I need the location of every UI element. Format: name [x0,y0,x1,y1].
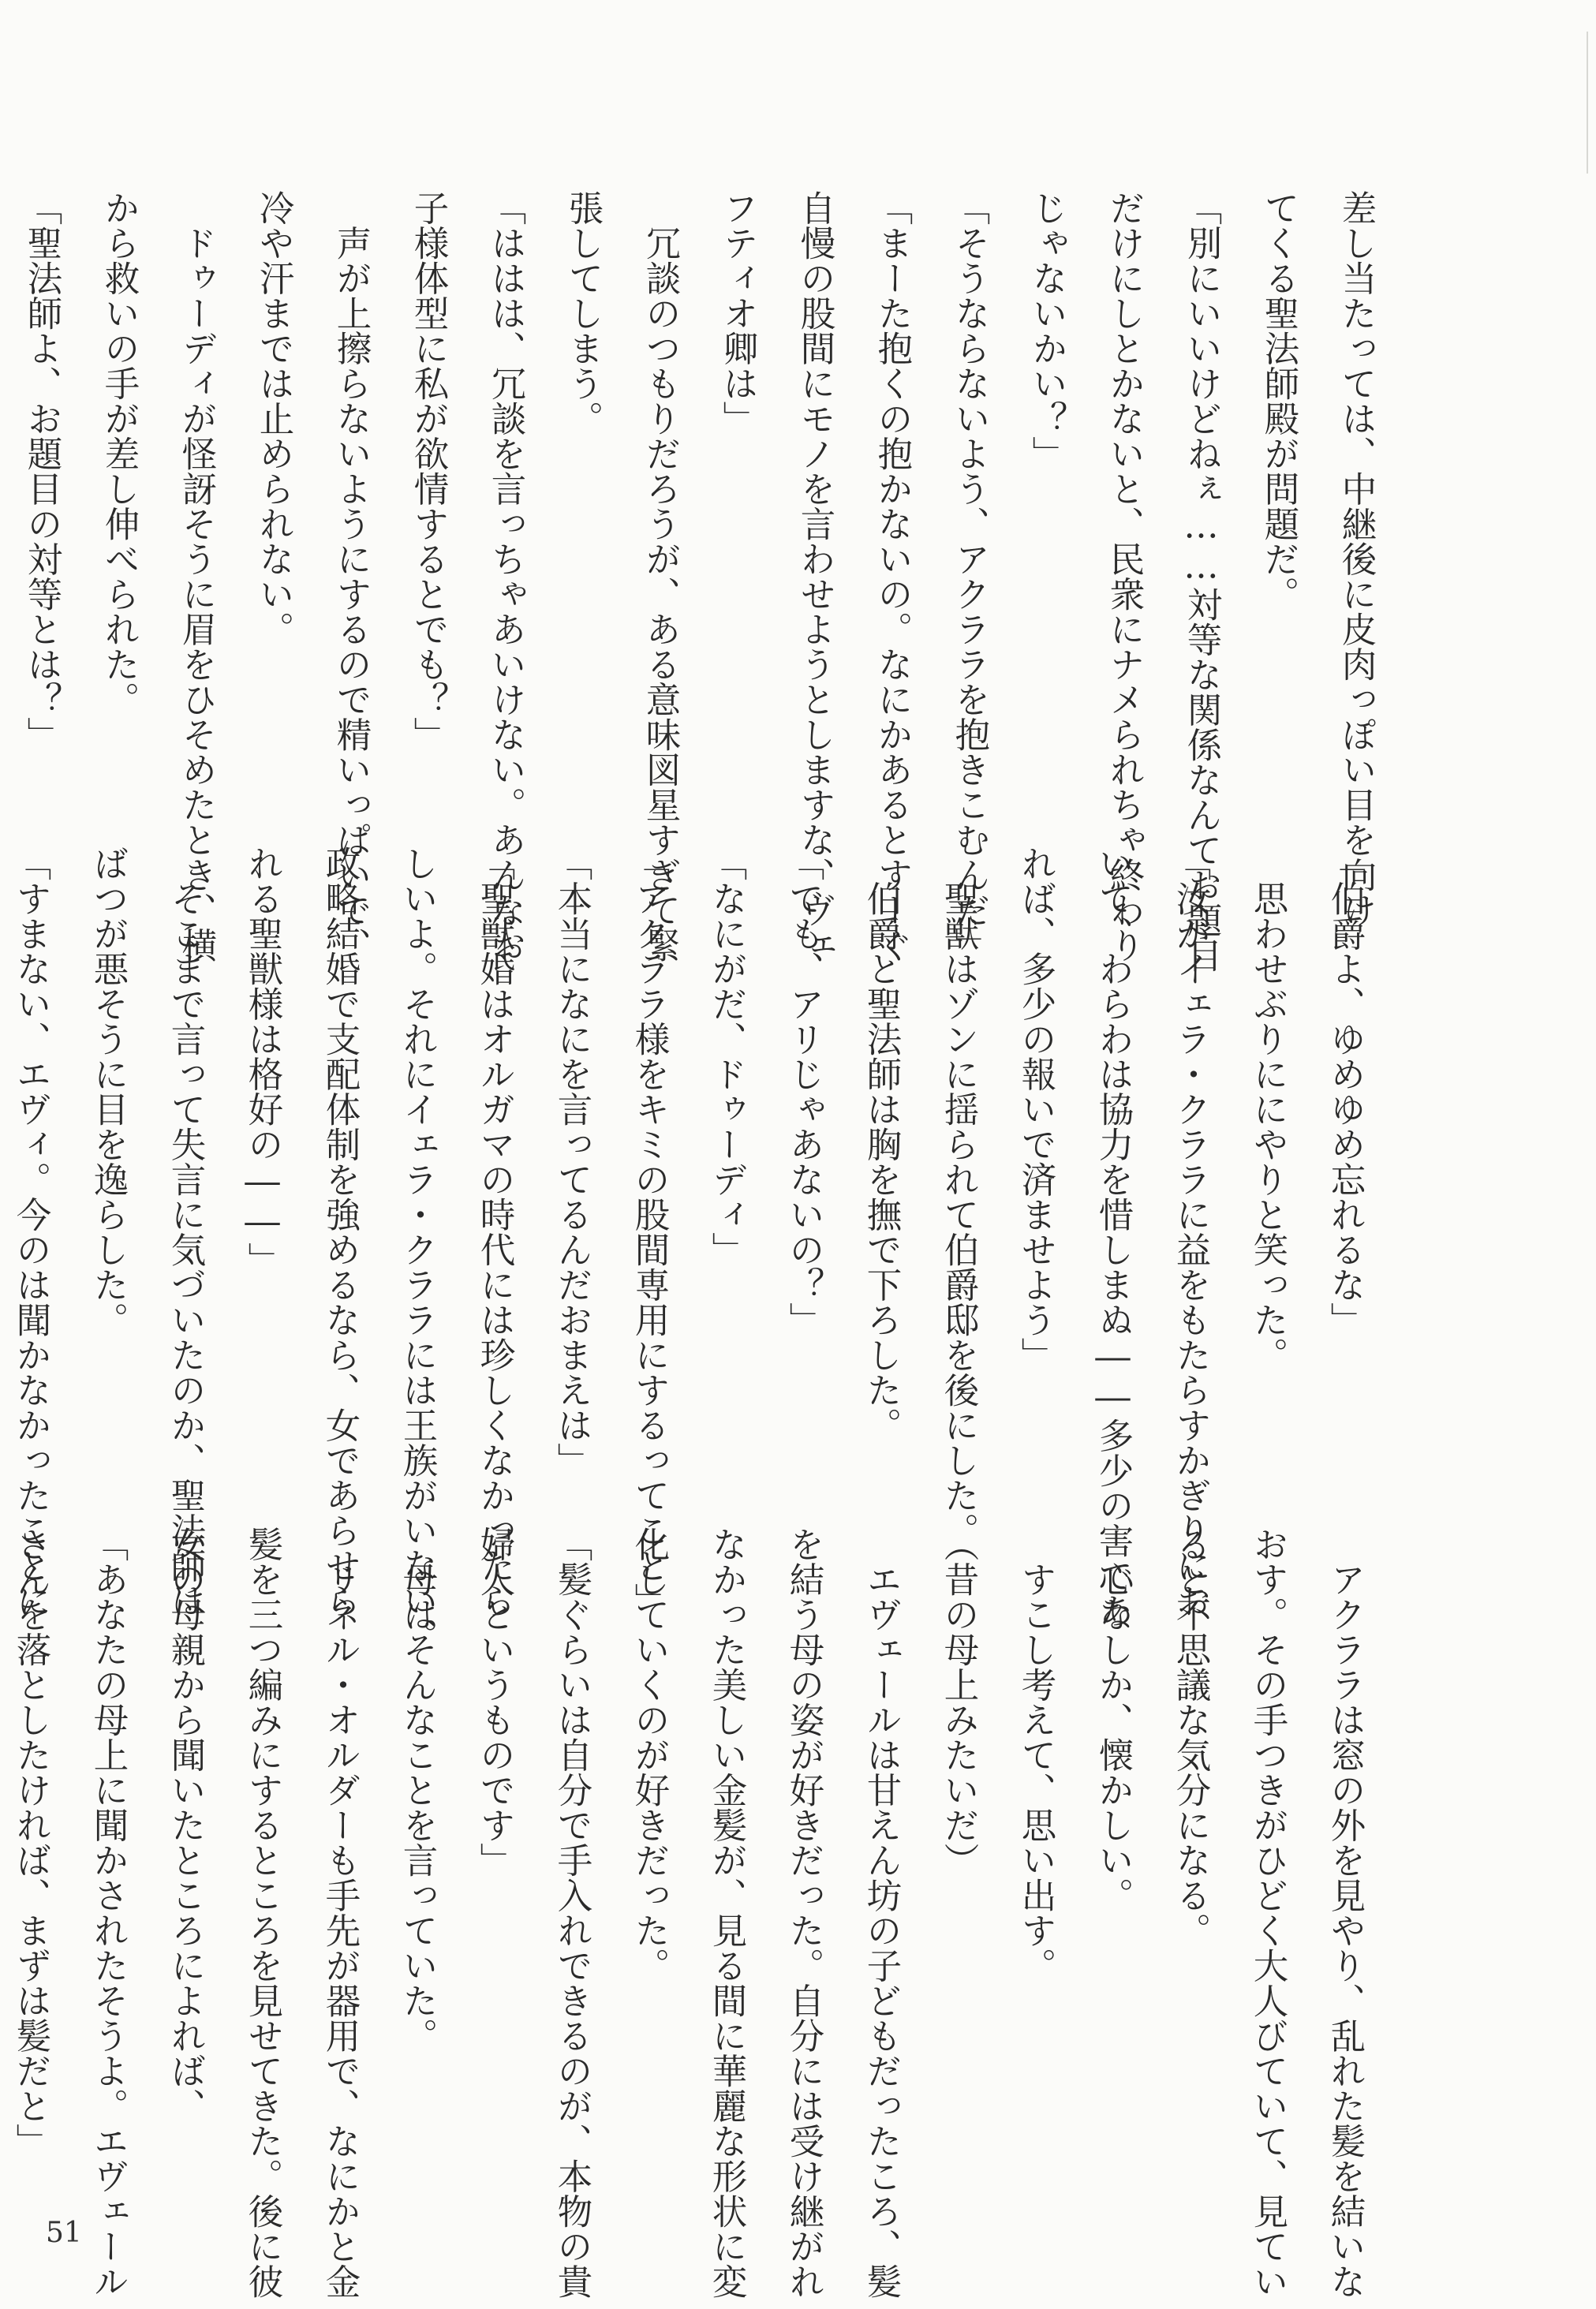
text-line: 差し当たっては、中継後に皮肉っぽい目を向け [1336,190,1376,928]
text-line: 「汝がイェラ・クララに益をもたらすかぎりにお [1170,846,1210,1618]
text-line: 「ははは、冗談を言っちゃあいけない。あんなお [485,190,525,962]
text-line: れる聖獣様は格好の――」 [242,846,282,1277]
text-line: 「なにがだ、ドゥーディ」 [706,846,746,1267]
text-line: 思わせぶりににやりと笑った。 [1247,846,1288,1373]
text-line: しいよ。それにイェラ・クララには王族がいない。 [397,846,437,1653]
text-line: 「別にいいけどねぇ……対等な関係なんてお題目 [1181,190,1221,973]
text-line: 「アクララ様をキミの股間専用にするってこと」 [629,846,669,1618]
text-line: 「すまない、エヴィ。今のは聞かなかったことに [10,846,50,1618]
text-line: 聖獣はゾンに揺られて伯爵邸を後にした。 [938,846,978,1548]
text-line: 「伯爵よ、ゆめゆめ忘れるな」 [1325,846,1365,1337]
text-line: そこまで言って失言に気づいたのか、聖法師は [165,846,205,1618]
text-line: 化していくのが好きだった。 [629,1526,669,1983]
text-line: 張してしまう。 [563,190,603,436]
text-line: 「そうならないよう、アクララを抱きこむんだ」 [949,190,989,962]
text-line: 「あなたの母上に聞かされたそうよ。エヴェール [88,1526,128,2299]
text-line: リネル・オルダーも手先が器用で、なにかと金 [320,1526,360,2299]
text-line: おす。その手つきがひどく大人びていて、見てい [1247,1526,1288,2299]
text-line: さんを落としたければ、まずは髪だと」 [10,1526,50,2158]
text-line: 子様体型に私が欲情するとでも？」 [408,190,448,752]
text-line: から救いの手が差し伸べられた。 [99,190,139,717]
text-line: なかった美しい金髪が、見る間に華麗な形状に変 [706,1526,746,2299]
text-line: 声が上擦らないようにするので精いっぱいで、 [331,190,371,962]
text-line: てくる聖法師殿が問題だ。 [1258,190,1299,611]
text-line: 母はそんなことを言っていた。 [397,1526,437,2053]
text-line: いて、わらわは協力を惜しまぬ――多少の害であ [1093,846,1133,1628]
text-line: じゃないかい？」 [1026,190,1067,471]
text-line: を結う母の姿が好きだった。自分には受け継がれ [783,1526,824,2299]
text-line: 心なしか、懐かしい。 [1093,1526,1133,1913]
text-line: すこし考えて、思い出す。 [1015,1526,1056,1983]
text-line: 「まーた抱くの抱かないの。なにかあるとすーぐ [872,190,912,962]
text-line: 自慢の股間にモノを言わせようとしますな、ヴェ [794,190,835,962]
text-line: 政略結婚で支配体制を強めるなら、女であらせら [320,846,360,1618]
text-line: 伯爵と聖法師は胸を撫で下ろした。 [861,846,901,1443]
text-line: ると不思議な気分になる。 [1170,1526,1210,1948]
text-line: 髪を三つ編みにするところを見せてきた。後に彼 [242,1526,282,2299]
text-line: 「聖獣婚はオルガマの時代には珍しくなかったら [474,846,514,1618]
text-line: 冗談のつもりだろうが、ある意味図星すぎて緊 [640,190,680,962]
text-line: 「聖法師よ、お題目の対等とは？」 [21,190,62,752]
text-line: 「本当になにを言ってるんだおまえは」 [551,846,592,1478]
text-line: アクララは窓の外を見やり、乱れた髪を結いな [1325,1526,1365,2299]
text-line: 「髪ぐらいは自分で手入れできるのが、本物の貴 [551,1526,592,2299]
text-line: （昔の母上みたいだ） [938,1526,978,1877]
text-line: エヴェールは甘えん坊の子どもだったころ、髪 [861,1526,901,2299]
text-line: ドゥーディが怪訝そうに眉をひそめたとき、横 [176,190,216,962]
text-line: フティオ卿は」 [717,190,757,436]
text-line: ばつが悪そうに目を逸らした。 [88,846,128,1337]
text-line: 冷や汗までは止められない。 [253,190,293,647]
text-line: 婦人というものです」 [474,1526,514,1877]
text-line: 女の母親から聞いたところによれば、 [165,1526,205,2124]
text-line: だけにしとかないと、民衆にナメられちゃ終わり [1104,190,1144,962]
text-column-block-bottom [0,1526,1365,2309]
scan-edge-mark [1587,32,1588,174]
text-line: 「でも、アリじゃあないの？」 [783,846,824,1337]
text-line: れば、多少の報いで済ませよう」 [1015,846,1056,1373]
page-number: 51 [46,2217,82,2249]
